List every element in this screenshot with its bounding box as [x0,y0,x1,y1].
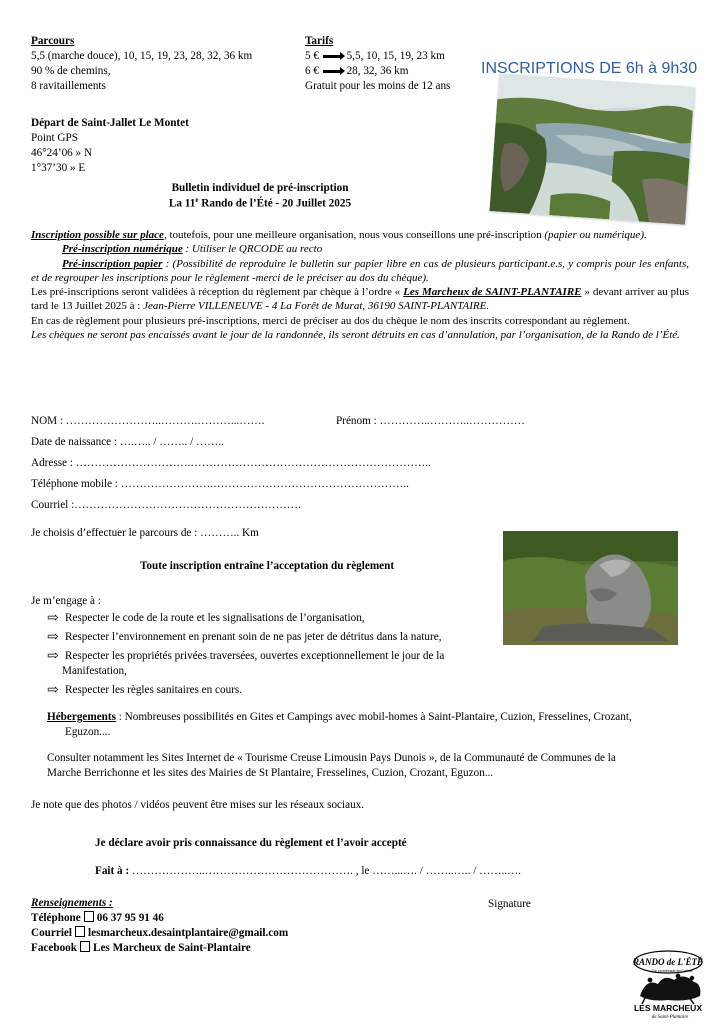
engagement-item: ⇨ Respecter les règles sanitaires en cours. [47,683,243,699]
gps-longitude: 1°37’30 » E [31,162,86,175]
svg-text:RANDO de L'ÉTÉ: RANDO de L'ÉTÉ [632,957,704,967]
pointing-hand-icon: ⇨ [47,649,59,665]
validation-text: Les pré-inscriptions seront validées à réception du règlement par chèque à l’ordre « Les Marcheux de SAINT-PLANTAIRE » devant arriver au plus tard le 13 Juillet 2025 à : Jean-Pierre VILLENEUVE - 4 La Forêt de Murat, 36190 SAINT-PLANTAIRE. [31,286,689,313]
tarif-price-2: 6 € [305,65,319,78]
bulletin-title-line1: Bulletin individuel de pré-inscription [171,182,349,194]
parcours-title: Parcours [31,35,75,47]
parcours-block [31,34,252,94]
tarif-gratuit: Gratuit pour les moins de 12 ans [305,80,451,93]
svg-text:11e promenade en Creuse: 11e promenade en Creuse [651,969,693,973]
acceptation-text: Toute inscription entraîne l’acceptation du règlement [140,560,395,572]
phone-icon [84,911,94,922]
date-naissance-field[interactable]: Date de naissance : ….….. / …….. / …….. [31,436,224,448]
tarif-row-1 [305,49,450,64]
declaration-text: Je déclare avoir pris connaissance du règlement et l’avoir accepté [95,837,407,849]
cas-reglement: En cas de règlement pour plusieurs pré-inscriptions, merci de préciser au dos du chèque le nom des inscrits correspondant au règlement. [31,314,630,327]
engagement-item: ⇨ Respecter le code de la route et les signalisations de l’organisation, [47,611,365,626]
tarifs-block [305,34,450,94]
hebergements-block [47,710,697,740]
cheques-text: Les chèques ne seront pas encaissés avant le jour de la randonnée, ils seront détruits en cas d’annulation, par l’organisation, de la Rando de l’Été. [31,329,680,342]
gps-label: Point GPS [31,132,78,145]
hebergements-label: Hébergements [47,711,116,723]
bulletin-title-line2: La 11e Rando de l’Été - 20 Juillet 2025 [168,196,352,210]
parcours-chemins: 90 % de chemins, [31,65,111,78]
renseignements-block [31,896,288,956]
pre-inscription-numerique: Pré-inscription numérique : Utiliser le QRCODE au recto [62,243,323,256]
facebook-link[interactable]: Les Marcheux de Saint-Plantaire [93,942,251,955]
nom-field[interactable]: NOM : ……………………..……….………...……. [31,415,265,427]
prenom-field[interactable]: Prénom : …………..………..…………… [336,415,525,427]
pointing-hand-icon: ⇨ [47,611,59,626]
parcours-choice-field[interactable]: Je choisis d’effectuer le parcours de : ……….. Km [31,527,259,539]
tarif-distances-1: 5,5, 10, 15, 19, 23 km [346,50,445,63]
gps-latitude: 46°24’06 » N [31,147,93,160]
inscription-sur-place: Inscription possible sur place, toutefois, pour une meilleure organisation, nous vous conseillons une pré-inscription (papier ou numérique). [31,229,647,241]
sites-line1: Consulter notamment les Sites Internet de « Tourisme Creuse Limousin Pays Dunois », de la Communauté de Communes de la [47,752,616,764]
courriel-field[interactable]: Courriel :……………………………………………………. [31,499,301,511]
right-arrow-icon [323,70,341,73]
contact-telephone: Téléphone 06 37 95 91 46 [31,912,164,925]
pre-inscription-papier: Pré-inscription papier : (Possibilité de reproduire le bulletin sur papier libre en cas de plusieurs participant.e.s, y compris pour les enfants, et de regrouper les inscriptions pour le règlement -merci de le préciser au dos du chèque). [31,257,690,284]
intro-block [31,228,689,342]
lake-photo [489,73,694,224]
parcours-distances: 5,5 (marche douce), 10, 15, 19, 23, 28, 32, 36 km [31,50,253,63]
engagement-list [47,611,487,699]
renseignements-title: Renseignements : [31,897,113,909]
tarif-price-1: 5 € [305,50,319,63]
contact-courriel: Courriel lesmarcheux.desaintplantaire@gmail.com [31,927,289,940]
contact-facebook: Facebook Les Marcheux de Saint-Plantaire [31,942,251,955]
photos-note: Je note que des photos / vidéos peuvent être mises sur les réseaux sociaux. [31,799,365,811]
pointing-hand-icon: ⇨ [47,630,59,646]
adresse-field[interactable]: Adresse : ………………………….……………………………………………………….. [31,457,431,469]
depart-block [31,116,189,176]
facebook-icon [80,941,90,952]
engagement-intro: Je m’engage à : [31,595,101,607]
tarifs-title: Tarifs [305,35,334,47]
engagement-item: ⇨ Respecter les propriétés privées traversées, ouvertes exceptionnellement le jour de la Manifestation, [47,649,445,678]
sites-line2: Marche Berrichonne et les sites des Mairies de St Plantaire, Fresselines, Cuzion, Crozant, Eguzon... [47,767,494,780]
tarif-distances-2: 28, 32, 36 km [346,65,409,78]
svg-text:de Saint-Plantaire: de Saint-Plantaire [651,1015,689,1020]
inscriptions-hours: INSCRIPTIONS DE 6h à 9h30 [481,60,698,77]
depart-title: Départ de Saint-Jallet Le Montet [31,117,189,129]
telephone-field[interactable]: Téléphone mobile : …………………….…………………………………………….. [31,478,409,490]
svg-text:LES MARCHEUX: LES MARCHEUX [633,1003,703,1013]
sites-block [47,751,697,781]
right-arrow-icon [323,55,341,58]
hebergements-text-cont: Eguzon.... [65,726,111,739]
hebergements-text: : Nombreuses possibilités en Gites et Campings avec mobil-homes à Saint-Plantaire, Cuzion, Fresselines, Crozant, [115,711,632,723]
email-link[interactable]: lesmarcheux.desaintplantaire@gmail.com [88,927,289,940]
rock-photo [503,531,678,645]
mail-icon [75,926,85,937]
rando-logo [628,948,708,1020]
rando-logo-icon [628,948,708,1020]
fait-a-field[interactable]: Fait à : ………………..…………………………………. , le ……...…. / ……..….. / ……..…. [95,865,522,877]
pointing-hand-icon: ⇨ [47,683,59,699]
parcours-ravitaillements: 8 ravitaillements [31,80,106,93]
tarif-row-2 [305,64,450,79]
signature-label: Signature [488,898,531,910]
engagement-item: ⇨ Respecter l’environnement en prenant soin de ne pas jeter de détritus dans la nature, [47,630,442,646]
bulletin-title [130,181,390,212]
